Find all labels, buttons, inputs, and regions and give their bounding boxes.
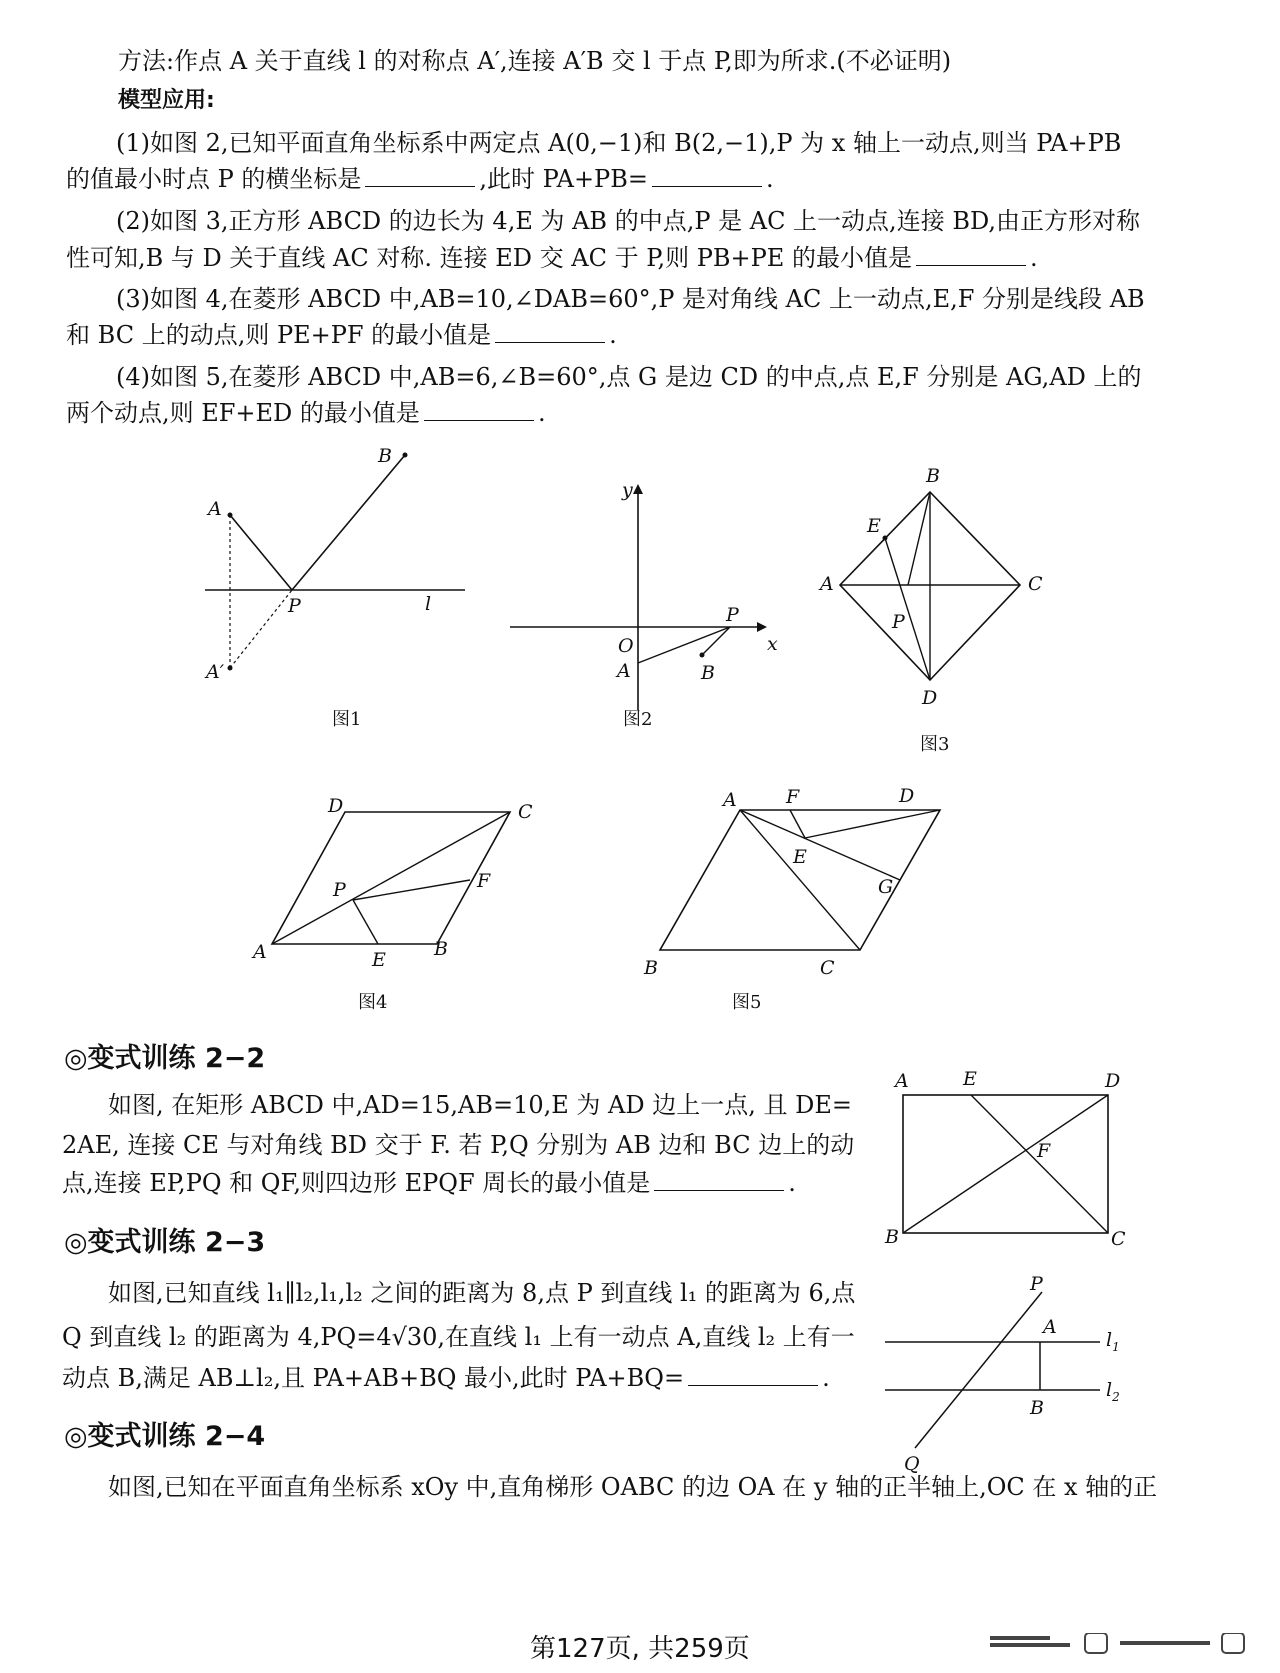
label-a-prime: A′ — [206, 661, 225, 683]
q4-blank[interactable] — [424, 398, 534, 421]
ex22-line1: 如图, 在矩形 ABCD 中,AD=15,AB=10,E 为 AD 边上一点, 且 DE= — [108, 1091, 852, 1119]
label-b: B — [644, 957, 658, 979]
figure-3 — [810, 465, 1070, 760]
label-d: D — [328, 795, 344, 817]
q2-line2 — [66, 243, 1038, 273]
q2-blank[interactable] — [916, 243, 1026, 266]
q1-blank-2[interactable] — [652, 164, 762, 187]
ex24-line1: 如图,已知在平面直角坐标系 xOy 中,直角梯形 OABC 的边 OA 在 y 轴的正半轴上,OC 在 x 轴的正 — [108, 1473, 1158, 1501]
nav-bar-segment — [990, 1643, 1070, 1647]
label-a: A — [617, 660, 631, 682]
ex23-title: ◎变式训练 2−3 — [64, 1227, 266, 1258]
ex23-line3 — [62, 1363, 830, 1393]
nav-button-icon[interactable] — [1222, 1633, 1244, 1653]
label-a: A — [253, 941, 267, 963]
label-a: A — [820, 573, 834, 595]
nav-bar-segment — [1120, 1641, 1210, 1645]
point-e — [883, 536, 888, 541]
segment-pe — [353, 900, 378, 944]
ex23-text-b: . — [822, 1364, 830, 1392]
q2-text-a: 性可知,B 与 D 关于直线 AC 对称. 连接 ED 交 AC 于 P,则 PB+PE 的最小值是 — [66, 244, 912, 272]
label-e: E — [793, 846, 807, 868]
figure-1 — [200, 445, 500, 750]
label-o: O — [618, 635, 634, 657]
segment-ec — [971, 1095, 1108, 1233]
diagonal-bd — [903, 1095, 1108, 1233]
label-a: A — [208, 498, 222, 520]
label-x: x — [767, 633, 778, 655]
ex22-text-b: . — [788, 1169, 796, 1197]
q1-line1: (1)如图 2,已知平面直角坐标系中两定点 A(0,−1)和 B(2,−1),P 为 x 轴上一动点,则当 PA+PB — [116, 129, 1122, 157]
segment-pb — [292, 455, 405, 590]
label-q: Q — [904, 1453, 920, 1475]
label-p: P — [1030, 1273, 1043, 1295]
segment-ap — [638, 627, 730, 663]
nav-bar-segment — [990, 1636, 1050, 1640]
q3-line1: (3)如图 4,在菱形 ABCD 中,AB=10,∠DAB=60°,P 是对角线 AC 上一动点,E,F 分别是线段 AB — [116, 285, 1145, 313]
model-title: 模型应用: — [118, 88, 215, 113]
label-p: P — [333, 879, 346, 901]
label-e: E — [963, 1068, 977, 1090]
label-a: A — [1043, 1316, 1057, 1338]
q3-text-a: 和 BC 上的动点,则 PE+PF 的最小值是 — [66, 321, 492, 349]
figure-ex23 — [880, 1270, 1160, 1480]
q4-line1: (4)如图 5,在菱形 ABCD 中,AB=6,∠B=60°,点 G 是边 CD 的中点,点 E,F 分别是 AG,AD 上的 — [116, 363, 1142, 391]
label-l1: $l_1$ — [1106, 1329, 1120, 1354]
point-b — [403, 453, 408, 458]
q2-line1: (2)如图 3,正方形 ABCD 的边长为 4,E 为 AB 的中点,P 是 AC 上一动点,连接 BD,由正方形对称 — [116, 207, 1140, 235]
label-l: l — [425, 593, 432, 615]
ex22-line3 — [62, 1168, 796, 1198]
label-c: C — [518, 801, 533, 823]
q3-text-b: . — [609, 321, 617, 349]
q3-blank[interactable] — [495, 320, 605, 343]
nav-button-icon[interactable] — [1085, 1633, 1107, 1653]
label-d: D — [1105, 1070, 1121, 1092]
figure-ex22 — [885, 1065, 1145, 1255]
ex22-blank[interactable] — [654, 1168, 784, 1191]
q1-text-a: 的值最小时点 P 的横坐标是 — [66, 165, 362, 193]
label-c: C — [820, 957, 835, 979]
q1-line2 — [66, 164, 774, 194]
y-axis-arrow-icon — [633, 484, 643, 494]
point-a — [228, 513, 233, 518]
label-e: E — [372, 949, 386, 971]
ex22-line2: 2AE, 连接 CE 与对角线 BD 交于 F. 若 P,Q 分别为 AB 边和 BC 边上的动 — [62, 1131, 855, 1159]
caption-fig1: 图1 — [332, 709, 362, 730]
q4-line2 — [66, 398, 546, 428]
x-axis-arrow-icon — [757, 622, 767, 632]
label-a: A — [895, 1070, 909, 1092]
label-f: F — [1037, 1140, 1051, 1162]
label-e: E — [867, 515, 881, 537]
label-c: C — [1111, 1228, 1126, 1250]
label-f: F — [477, 870, 491, 892]
label-b: B — [926, 465, 940, 487]
label-g: G — [878, 876, 894, 898]
segment-bp — [908, 492, 930, 585]
point-a-prime — [228, 666, 233, 671]
label-p: P — [892, 611, 905, 633]
point-b — [700, 653, 705, 658]
ex24-title: ◎变式训练 2−4 — [64, 1421, 266, 1452]
label-y: y — [622, 479, 633, 501]
caption-fig2: 图2 — [623, 709, 653, 730]
caption-fig3: 图3 — [920, 734, 950, 755]
segment-ed — [885, 538, 930, 680]
figure-2 — [505, 480, 795, 750]
label-c: C — [1028, 573, 1043, 595]
q4-text-b: . — [537, 399, 546, 427]
caption-fig4: 图4 — [358, 992, 388, 1013]
q1-text-c: . — [765, 165, 774, 193]
label-b: B — [434, 938, 448, 960]
caption-fig5: 图5 — [732, 992, 762, 1013]
label-d: D — [899, 785, 915, 807]
q1-blank-1[interactable] — [365, 164, 475, 187]
segment-fe — [790, 810, 805, 838]
q1-text-b: ,此时 PA+PB= — [479, 165, 648, 193]
method-text: 方法:作点 A 关于直线 l 的对称点 A′,连接 A′B 交 l 于点 P,即为所求.(不必证明) — [118, 47, 952, 75]
q4-text-a: 两个动点,则 EF+ED 的最小值是 — [66, 399, 420, 427]
q3-line2 — [66, 320, 617, 350]
segment-a2p-dashed — [230, 590, 292, 668]
figure-5 — [640, 785, 970, 1040]
figure-4 — [250, 790, 560, 1040]
ex23-blank[interactable] — [688, 1363, 818, 1386]
label-b: B — [701, 662, 715, 684]
ex23-text-a: 动点 B,满足 AB⊥l₂,且 PA+AB+BQ 最小,此时 PA+BQ= — [62, 1364, 685, 1392]
label-p: P — [288, 595, 301, 617]
segment-ap — [230, 515, 292, 590]
q2-text-b: . — [1029, 244, 1038, 272]
label-b: B — [1030, 1397, 1044, 1419]
label-d: D — [922, 687, 938, 709]
ex22-text-a: 点,连接 EP,PQ 和 QF,则四边形 EPQF 周长的最小值是 — [62, 1169, 651, 1197]
label-b: B — [885, 1226, 899, 1248]
segment-de — [805, 810, 940, 838]
label-l2: $l_2$ — [1106, 1379, 1120, 1404]
label-b: B — [378, 445, 392, 467]
segment-ag — [740, 810, 900, 880]
label-a: A — [723, 789, 737, 811]
label-f: F — [786, 786, 800, 808]
ex23-line1: 如图,已知直线 l₁∥l₂,l₁,l₂ 之间的距离为 8,点 P 到直线 l₁ 的距离为 6,点 — [108, 1279, 856, 1307]
ex22-title: ◎变式训练 2−2 — [64, 1043, 266, 1074]
page-indicator: 第127页, 共259页 — [530, 1634, 750, 1664]
label-p: P — [726, 604, 739, 626]
segment-pq — [915, 1292, 1042, 1448]
segment-pb — [702, 627, 730, 655]
page-nav-bar — [990, 1633, 1260, 1655]
ex23-line2: Q 到直线 l₂ 的距离为 4,PQ=4√30,在直线 l₁ 上有一动点 A,直线 l₂ 上有一 — [62, 1323, 855, 1351]
